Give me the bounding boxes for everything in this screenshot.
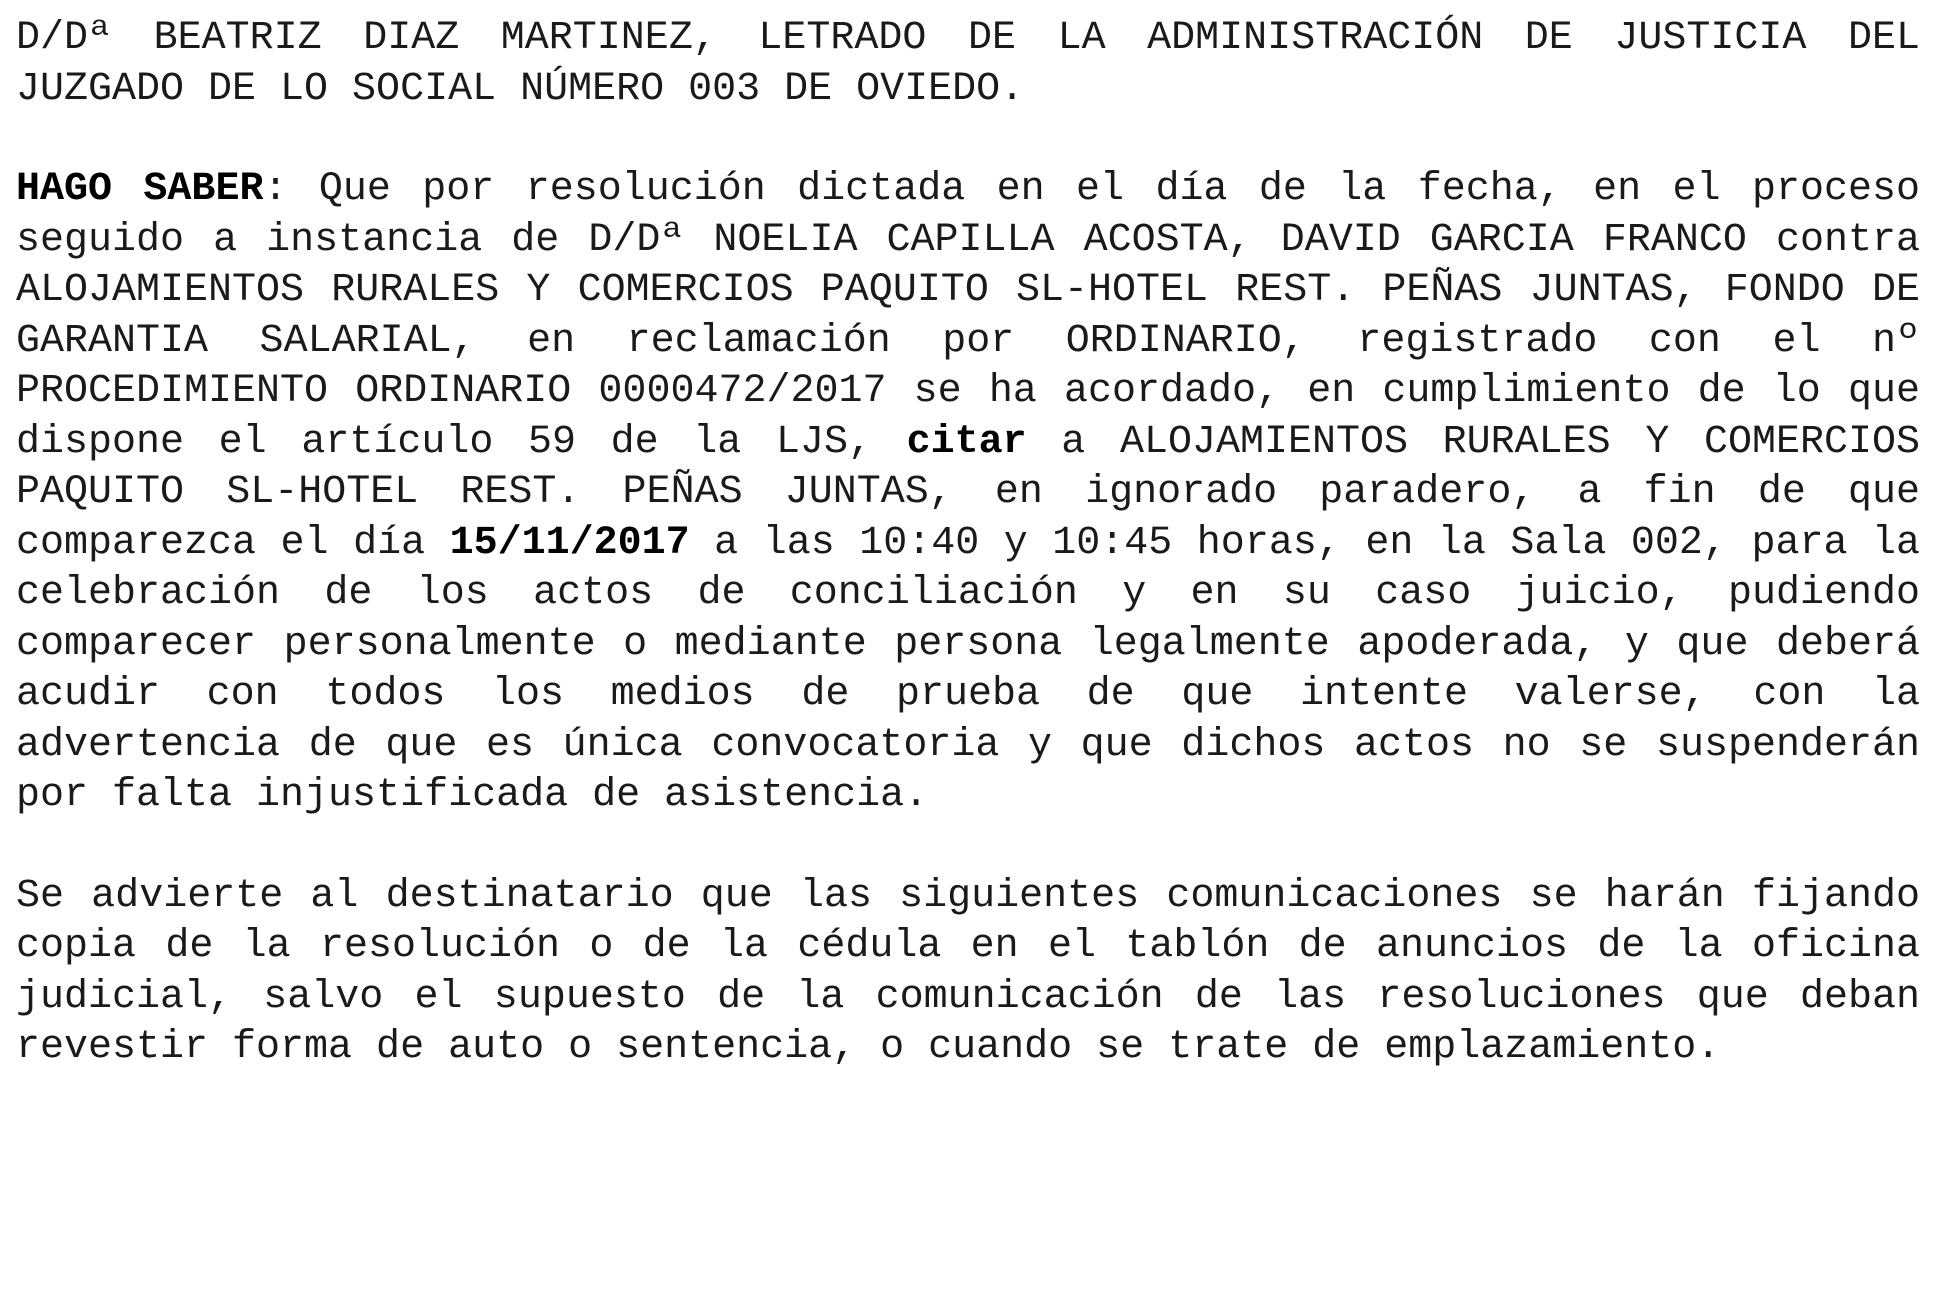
notice-text-1: Que por resolución dictada en el día de la fecha, en el proceso seguido a instancia de D/Dª NOELIA CAPILLA ACOSTA, DAVID GARCIA FRANCO contra ALOJAMIENTOS RURALES Y COMERCIOS PAQUITO SL-HOTEL REST. PEÑAS JUNTAS, FONDO DE GARANTIA SALARIAL, en reclamación por ORDINARIO, registrado con el nº PROCEDIMIENTO ORDINARIO 0000472/2017 se ha acordado, en cumplimiento de lo que dispone el artículo 59 de la LJS, (16, 167, 1920, 465)
notice-text-3: a las 10:40 y 10:45 horas, en la Sala 002, para la celebración de los actos de conciliación y en su caso juicio, pudiendo comparecer personalmente o mediante persona legalmente apoderada, y que deberá acudir con todos los medios de prueba de que intente valerse, con la advertencia de que es única convocatoria y que dichos actos no se suspenderán por falta injustificada de asistencia. (16, 520, 1920, 818)
notice-paragraph (16, 165, 1920, 822)
warning-paragraph: Se advierte al destinatario que las siguientes comunicaciones se harán fijando copia de la resolución o de la cédula en el tablón de anuncios de la oficina judicial, salvo el supuesto de la comunicación de las resoluciones que deban revestir forma de auto o sentencia, o cuando se trate de emplazamiento. (16, 873, 1920, 1070)
citar-word: citar (906, 419, 1027, 465)
document-page (16, 14, 1920, 1074)
document-header: D/Dª BEATRIZ DIAZ MARTINEZ, LETRADO DE LA ADMINISTRACIÓN DE JUSTICIA DEL JUZGADO DE LO SOCIAL NÚMERO 003 DE OVIEDO. (16, 16, 1920, 112)
lead-colon: : (263, 167, 288, 212)
hearing-date: 15/11/2017 (449, 520, 690, 566)
notice-text-2: a ALOJAMIENTOS RURALES Y COMERCIOS PAQUITO SL-HOTEL REST. PEÑAS JUNTAS, en ignorado paradero, a fin de que comparezca el día (16, 419, 1920, 566)
hago-saber-lead: HAGO SABER (16, 167, 264, 212)
